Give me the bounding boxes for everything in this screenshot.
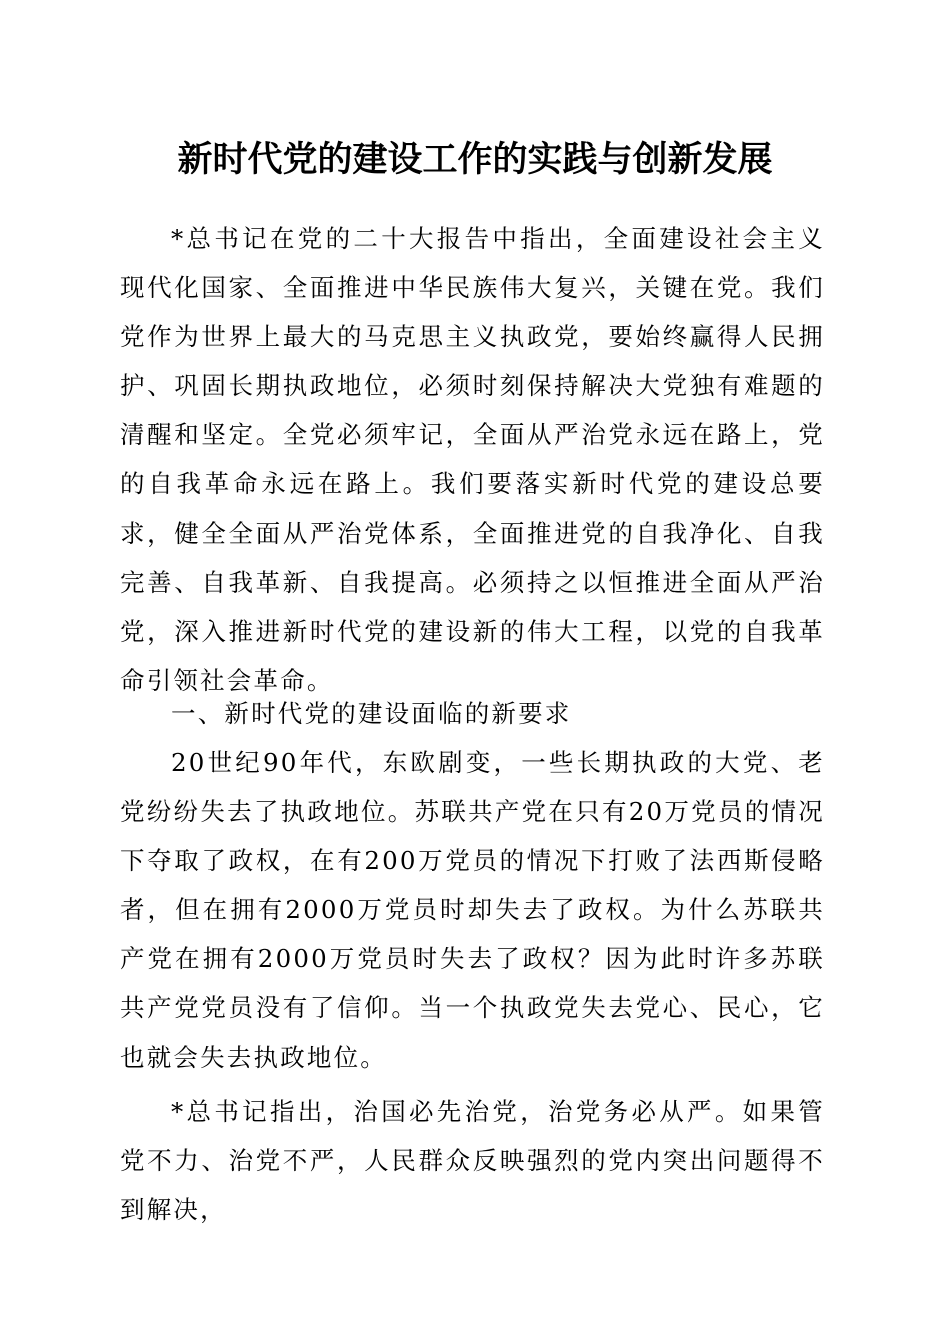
document-title: 新时代党的建设工作的实践与创新发展: [177, 139, 773, 180]
paragraph-governance: *总书记指出，治国必先治党，治党务必从严。如果管党不力、治党不严，人民群众反映强烈的党内突出问题得不到解决，: [120, 1097, 825, 1225]
paragraph-history: 20世纪90年代，东欧剧变，一些长期执政的大党、老党纷纷失去了执政地位。苏联共产党在只有20万党员的情况下夺取了政权，在有200万党员的情况下打败了法西斯侵略者，但在拥有2000万党员时却失去了政权。为什么苏联共产党在拥有2000万党员时失去了政权？因为此时许多苏联共产党党员没有了信仰。当一个执政党失去党心、民心，它也就会失去执政地位。: [120, 748, 825, 1072]
section-heading-1: 一、新时代党的建设面临的新要求: [171, 699, 572, 728]
paragraph-intro: *总书记在党的二十大报告中指出，全面建设社会主义现代化国家、全面推进中华民族伟大复兴，关键在党。我们党作为世界上最大的马克思主义执政党，要始终赢得人民拥护、巩固长期执政地位，必须时刻保持解决大党独有难题的清醒和坚定。全党必须牢记，全面从严治党永远在路上，党的自我革命永远在路上。我们要落实新时代党的建设总要求，健全全面从严治党体系，全面推进党的自我净化、自我完善、自我革新、自我提高。必须持之以恒推进全面从严治党，深入推进新时代党的建设新的伟大工程，以党的自我革命引领社会革命。: [120, 224, 825, 695]
